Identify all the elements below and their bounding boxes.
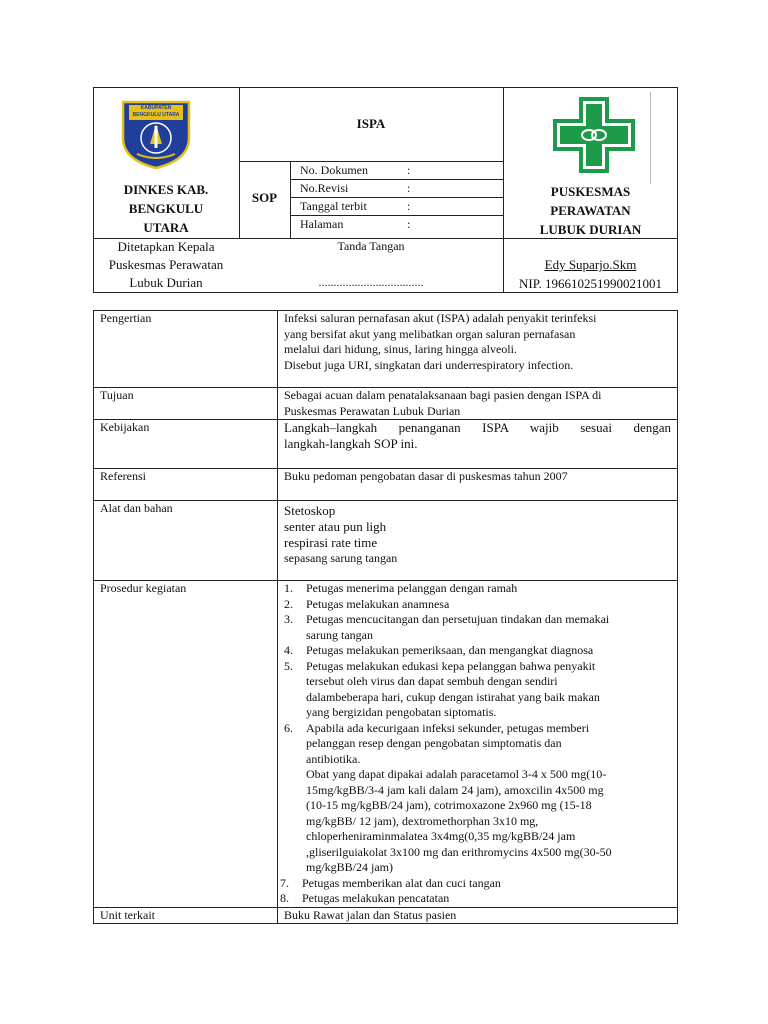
table-row [94,388,678,420]
row-label: Kebijakan [94,420,278,469]
table-row [94,420,678,469]
row-label: Referensi [94,469,278,501]
signature-label: Tanda Tangan [337,239,405,253]
unit-content: Buku Rawat jalan dan Status pasien [278,907,678,924]
table-row [94,311,678,388]
list-item: 2. Petugas melakukan anamnesa [284,596,450,611]
divider [239,87,240,238]
list-item: 8. Petugas melakukan pencatatan [280,891,450,905]
signature-line: ................................... [318,275,424,289]
list-item: 7. Petugas memberikan alat dan cuci tangan [280,875,501,890]
list-item: 6. Apabila ada kecurigaan infeksi sekunder, petugas memberi pelanggan resep dengan pengobatan simptomatis dan antibiotika. Obat yang dapat dipakai adalah paracetamol 3-4 x 500 mg(10- 15mg/kgBB/3-4 jam kali dalam 24 jam), amoxcilin 4x500 mg (10-15 mg/kgBB/24 jam), cotrimoxazone 2x960 mg (15-18 mg/kgBB/ 12 jam), dextromethorphan 3x10 mg, chloperheniraminmalatea 3x4mg(0,35 mg/kgBB/24 jam ,gliserilguiakolat 3x100 mg dan erithromycins 4x500 mg(30-50 mg/kgBB/24 jam) [284,720,612,874]
doc-field-page: Halaman : [300,217,411,231]
row-label: Unit terkait [94,907,278,924]
divider [650,92,651,184]
table-row [94,907,678,924]
tujuan-content: Sebagai acuan dalam penatalaksanaan bagi pasien dengan ISPA di Puskesmas Perawatan Lubuk Durian [278,388,678,420]
row-label: Prosedur kegiatan [94,581,278,908]
doc-field-issue-date: Tanggal terbit : [300,199,411,213]
table-row [94,581,678,908]
alat-content: Stetoskop senter atau pun ligh respirasi rate time sepasang sarung tangan [278,501,678,581]
logo-text-line: KABUPATEN [140,105,172,111]
approval-authority: Ditetapkan Kepala Puskesmas Perawatan Lubuk Durian [108,239,224,290]
doc-field-number: No. Dokumen : [300,163,411,177]
document-title: ISPA [356,116,386,131]
row-label: Pengertian [94,311,278,388]
signer-name: Edy Suparjo.Skm [544,257,637,272]
sop-label: SOP [251,190,278,205]
row-label: Alat dan bahan [94,501,278,581]
prosedur-content [278,581,678,908]
list-item: 1. Petugas menerima pelanggan dengan ramah [284,581,518,595]
green-cross-icon [553,97,635,173]
table-row [94,501,678,581]
referensi-content: Buku pedoman pengobatan dasar di puskesmas tahun 2007 [278,469,678,501]
table-row [94,469,678,501]
right-org-name: PUSKESMAS PERAWATAN LUBUK DURIAN [539,184,642,237]
list-item: 4. Petugas melakukan pemeriksaan, dan mengangkat diagnosa [284,643,594,657]
logo-text-line: BENGKULU UTARA [132,112,180,118]
sop-content-table [93,310,678,924]
doc-field-revision: No.Revisi : [300,181,411,195]
signer-nip: NIP. 196610251990021001 [518,276,662,291]
list-item: 5. Petugas melakukan edukasi kepa pelanggan bahwa penyakit tersebut oleh virus dan dapat sembuh dengan sendiri dalambeberapa hari, cukup dengan istirahat yang baik makan yang bergizidan pengobatan siptomatis. [284,658,600,719]
left-org-name: DINKES KAB. BENGKULU UTARA [123,182,209,235]
puskesmas-logo [553,97,635,173]
procedure-steps [280,581,671,907]
kebijakan-content: Langkah–langkah penanganan ISPA wajib sesuai dengan langkah-langkah SOP ini. [278,420,678,469]
pengertian-content: Infeksi saluran pernafasan akut (ISPA) adalah penyakit terinfeksi yang bersifat akut yang melibatkan organ saluran pernafasan melalui dari hidung, sinus, laring hingga alveoli. Disebut juga URI, singkatan dari underrespiratory infection. [278,311,678,388]
row-label: Tujuan [94,388,278,420]
district-logo [117,98,195,170]
list-item: 3. Petugas mencucitangan dan persetujuan tindakan dan memakai sarung tangan [284,612,610,642]
